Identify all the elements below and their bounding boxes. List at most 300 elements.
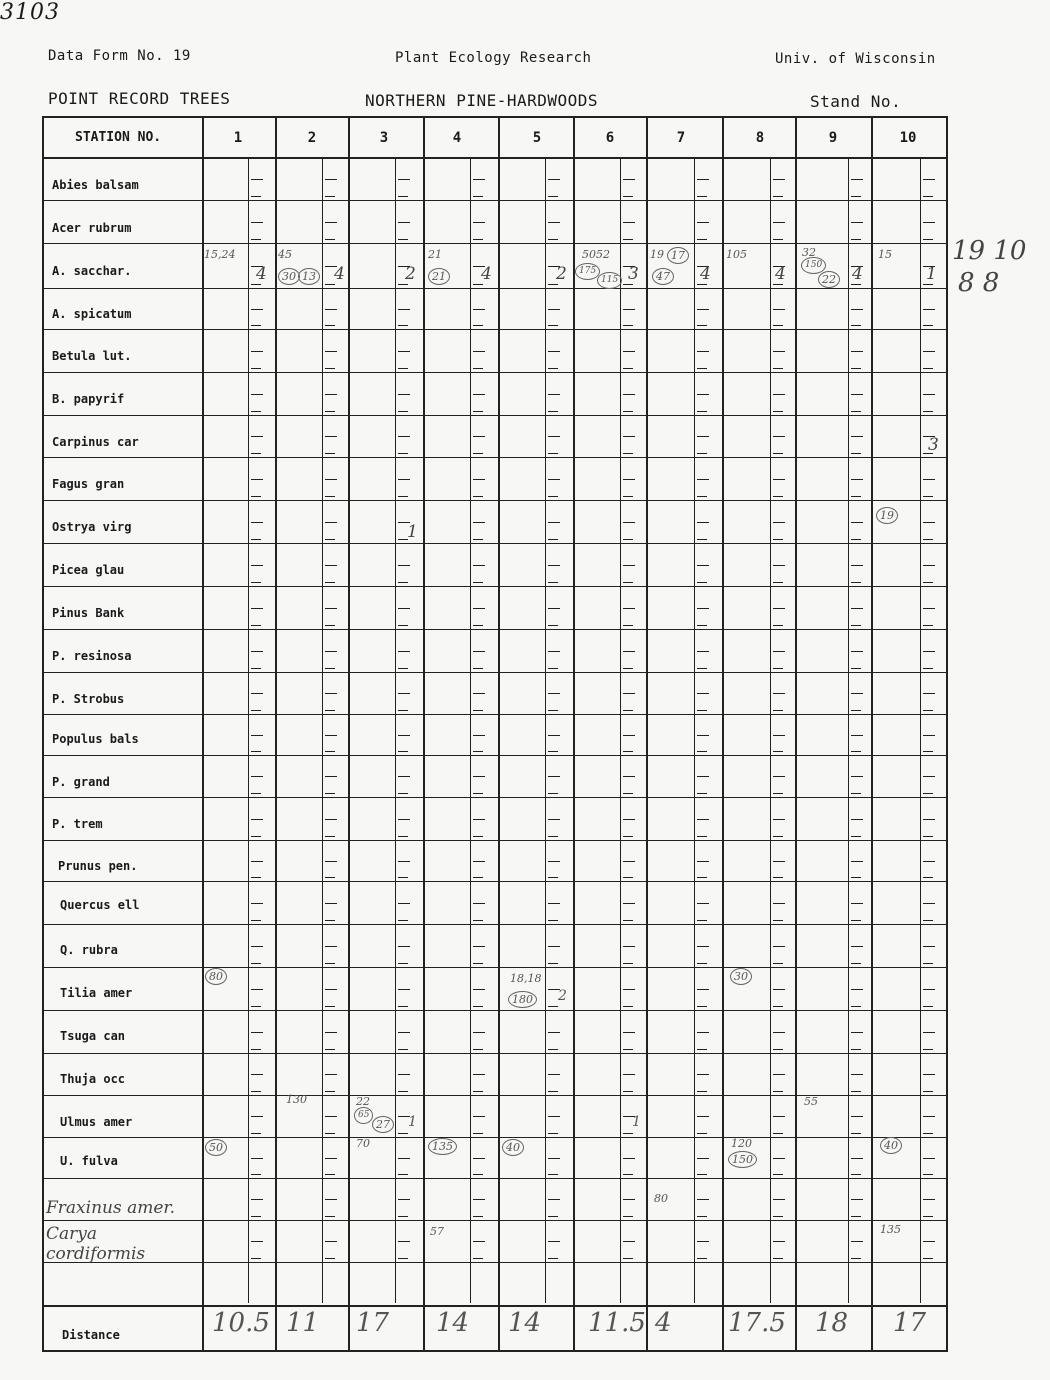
- cell-dash: [623, 1032, 635, 1033]
- cell-dash: [697, 368, 707, 369]
- cell-dash: [548, 1032, 560, 1033]
- cell-dash: [773, 920, 783, 921]
- cell-dash: [251, 1174, 261, 1175]
- cell-dash: [623, 394, 635, 395]
- cell-dash: [251, 1199, 263, 1200]
- tree-entry: 115: [597, 272, 622, 289]
- cell-dash: [473, 1116, 485, 1117]
- cell-dash: [773, 793, 783, 794]
- cell-dash: [251, 793, 261, 794]
- cell-dash: [325, 1049, 335, 1050]
- cell-dash: [548, 394, 560, 395]
- cell-dash: [548, 946, 560, 947]
- tree-entry: 175: [575, 263, 600, 280]
- cell-dash: [923, 222, 935, 223]
- cell-dash: [473, 522, 485, 523]
- cell-dash: [251, 411, 261, 412]
- cell-dash: [251, 368, 261, 369]
- cell-dash: [251, 522, 263, 523]
- cell-dash: [773, 751, 783, 752]
- cell-dash: [697, 1199, 709, 1200]
- station-10: 10: [899, 130, 917, 146]
- cell-dash: [773, 668, 783, 669]
- cell-dash: [398, 239, 408, 240]
- cell-dash: [851, 668, 861, 669]
- cell-dash: [548, 479, 560, 480]
- cell-dash: [923, 1074, 935, 1075]
- cell-dash: [473, 1074, 485, 1075]
- cell-dash: [251, 1133, 261, 1134]
- row-divider: [42, 543, 946, 544]
- cell-dash: [697, 1049, 707, 1050]
- cell-dash: [697, 1006, 707, 1007]
- cell-dash: [548, 453, 558, 454]
- cell-dash: [923, 963, 933, 964]
- cell-dash: [697, 351, 709, 352]
- station-9: 9: [828, 130, 838, 146]
- species-label: Abies balsam: [52, 178, 139, 192]
- table-border-top: [42, 116, 946, 118]
- cell-dash: [251, 284, 261, 285]
- species-label: Pinus Bank: [52, 606, 125, 620]
- cell-dash: [773, 1091, 783, 1092]
- cell-dash: [623, 1199, 635, 1200]
- distance-value: 18: [815, 1308, 849, 1338]
- cell-dash: [325, 819, 337, 820]
- cell-dash: [398, 1216, 408, 1217]
- cell-dash: [548, 179, 560, 180]
- table-border-bottom: [42, 1350, 946, 1352]
- row-divider: [42, 415, 946, 416]
- cell-dash: [773, 539, 783, 540]
- cell-dash: [325, 693, 337, 694]
- cell-dash: [923, 776, 935, 777]
- cell-dash: [923, 836, 933, 837]
- cell-dash: [697, 582, 707, 583]
- cell-dash: [851, 903, 863, 904]
- tree-entry: 1: [408, 1114, 417, 1130]
- cell-dash: [325, 1091, 335, 1092]
- cell-dash: [548, 325, 558, 326]
- cell-dash: [923, 735, 935, 736]
- tree-entry: 120: [731, 1137, 752, 1150]
- cell-dash: [923, 693, 935, 694]
- cell-dash: [251, 325, 261, 326]
- cell-dash: [851, 1032, 863, 1033]
- cell-dash: [398, 222, 410, 223]
- cell-dash: [548, 1241, 560, 1242]
- cell-dash: [923, 196, 933, 197]
- cell-dash: [548, 582, 558, 583]
- cell-dash: [398, 963, 408, 964]
- row-divider: [42, 1220, 946, 1221]
- cell-dash: [325, 920, 335, 921]
- cell-dash: [548, 651, 560, 652]
- cell-dash: [398, 608, 410, 609]
- cell-dash: [923, 179, 935, 180]
- species-label: B. papyrif: [52, 392, 125, 406]
- cell-dash: [398, 1158, 410, 1159]
- cell-dash: [773, 963, 783, 964]
- cell-dash: [325, 608, 337, 609]
- cell-dash: [623, 522, 635, 523]
- cell-dash: [697, 522, 709, 523]
- cell-dash: [697, 453, 707, 454]
- cell-dash: [325, 1133, 335, 1134]
- cell-dash: [851, 582, 861, 583]
- tree-entry: 180: [508, 991, 537, 1008]
- cell-dash: [548, 496, 558, 497]
- cell-dash: [697, 539, 707, 540]
- species-label: Prunus pen.: [58, 859, 138, 873]
- species-label: Quercus ell: [60, 898, 140, 912]
- cell-dash: [851, 819, 863, 820]
- cell-dash: [251, 496, 261, 497]
- cell-dash: [548, 1158, 560, 1159]
- cell-dash: [923, 309, 935, 310]
- cell-dash: [923, 496, 933, 497]
- cell-dash: [851, 963, 861, 964]
- cell-dash: [923, 1216, 933, 1217]
- distance-value: 17: [356, 1308, 390, 1338]
- cell-dash: [623, 1074, 635, 1075]
- row-divider: [42, 157, 946, 159]
- cell-dash: [623, 819, 635, 820]
- column-divider: [573, 116, 575, 1350]
- cell-dash: [773, 394, 785, 395]
- cell-dash: [251, 710, 261, 711]
- cell-dash: [923, 239, 933, 240]
- cell-dash: [473, 920, 483, 921]
- cell-dash: [325, 496, 335, 497]
- cell-dash: [398, 710, 408, 711]
- cell-dash: [251, 582, 261, 583]
- distance-value: 11.5: [588, 1308, 646, 1338]
- cell-dash: [398, 496, 408, 497]
- cell-dash: [548, 920, 558, 921]
- station-7: 7: [676, 130, 686, 146]
- distance-value: 4: [655, 1308, 672, 1338]
- cell-dash: [773, 710, 783, 711]
- row-divider: [42, 457, 946, 458]
- cell-dash: [697, 436, 709, 437]
- cell-dash: [773, 582, 783, 583]
- cell-dash: [548, 436, 560, 437]
- tree-entry: 50: [205, 1139, 227, 1156]
- cell-dash: [398, 836, 408, 837]
- cell-dash: [923, 411, 933, 412]
- cell-dash: [473, 325, 483, 326]
- cell-dash: [398, 1199, 410, 1200]
- cell-dash: [473, 651, 485, 652]
- cell-dash: [473, 625, 483, 626]
- species-label: Ulmus amer: [60, 1115, 133, 1129]
- cell-dash: [851, 946, 863, 947]
- species-label: Thuja occ: [60, 1072, 126, 1086]
- station-5: 5: [532, 130, 542, 146]
- cell-dash: [398, 582, 408, 583]
- distance-value: 10.5: [212, 1308, 270, 1338]
- cell-dash: [851, 1091, 861, 1092]
- column-divider: [722, 116, 724, 1350]
- tree-entry: 4: [256, 264, 267, 284]
- cell-dash: [473, 479, 485, 480]
- cell-dash: [325, 582, 335, 583]
- cell-dash: [851, 1116, 863, 1117]
- cell-dash: [923, 351, 935, 352]
- cell-dash: [773, 651, 785, 652]
- cell-dash: [548, 1174, 558, 1175]
- cell-dash: [251, 1049, 261, 1050]
- cell-dash: [623, 479, 635, 480]
- cell-dash: [548, 1074, 560, 1075]
- cell-dash: [851, 479, 863, 480]
- cell-dash: [548, 776, 560, 777]
- cell-dash: [923, 903, 935, 904]
- station-8: 8: [755, 130, 765, 146]
- cell-dash: [623, 222, 635, 223]
- cell-dash: [851, 651, 863, 652]
- cell-dash: [923, 1258, 933, 1259]
- cell-dash: [325, 776, 337, 777]
- cell-dash: [623, 539, 633, 540]
- cell-dash: [398, 693, 410, 694]
- cell-dash: [398, 1258, 408, 1259]
- column-divider: [871, 116, 873, 1350]
- cell-dash: [697, 903, 709, 904]
- cell-dash: [923, 522, 935, 523]
- row-divider: [42, 755, 946, 756]
- cell-dash: [325, 903, 337, 904]
- cell-dash: [548, 836, 558, 837]
- cell-dash: [697, 1258, 707, 1259]
- cell-dash: [623, 1158, 635, 1159]
- column-divider: [275, 116, 277, 1350]
- cell-dash: [923, 1049, 933, 1050]
- cell-dash: [473, 903, 485, 904]
- cell-dash: [923, 1158, 935, 1159]
- cell-dash: [251, 735, 263, 736]
- cell-dash: [923, 1032, 935, 1033]
- cell-dash: [623, 1174, 633, 1175]
- tree-entry: 55: [804, 1095, 818, 1108]
- cell-dash: [398, 793, 408, 794]
- cell-dash: [697, 411, 707, 412]
- cell-dash: [773, 453, 783, 454]
- tree-entry: 17: [667, 247, 689, 264]
- cell-dash: [923, 793, 933, 794]
- tree-entry: 70: [356, 1137, 370, 1150]
- cell-dash: [473, 1258, 483, 1259]
- cell-dash: [473, 222, 485, 223]
- cell-dash: [325, 325, 335, 326]
- cell-dash: [473, 582, 483, 583]
- species-label: Ostrya virg: [52, 520, 132, 534]
- cell-dash: [773, 1216, 783, 1217]
- column-divider: [646, 116, 648, 1350]
- cell-dash: [851, 608, 863, 609]
- column-divider: [348, 116, 350, 1350]
- cell-dash: [851, 196, 861, 197]
- cell-dash: [473, 946, 485, 947]
- cell-dash: [697, 325, 707, 326]
- cell-dash: [851, 351, 863, 352]
- margin-tally-top: 19 10: [952, 236, 1027, 266]
- cell-dash: [473, 196, 483, 197]
- tree-entry: 2: [405, 264, 416, 284]
- tree-entry: 4: [852, 264, 863, 284]
- cell-dash: [851, 1049, 861, 1050]
- cell-dash: [325, 751, 335, 752]
- cell-dash: [697, 394, 709, 395]
- cell-dash: [325, 239, 335, 240]
- cell-dash: [851, 394, 863, 395]
- cell-dash: [623, 920, 633, 921]
- cell-dash: [851, 1199, 863, 1200]
- cell-dash: [473, 284, 483, 285]
- species-label: Tilia amer: [60, 986, 133, 1000]
- cell-dash: [923, 394, 935, 395]
- cell-dash: [851, 496, 861, 497]
- cell-dash: [325, 1216, 335, 1217]
- cell-dash: [623, 1133, 633, 1134]
- cell-dash: [398, 411, 408, 412]
- column-divider: [423, 116, 425, 1350]
- cell-dash: [548, 1258, 558, 1259]
- station-1: 1: [233, 130, 243, 146]
- cell-dash: [398, 284, 408, 285]
- cell-dash: [773, 1006, 783, 1007]
- cell-dash: [623, 179, 635, 180]
- cell-dash: [325, 668, 335, 669]
- cell-dash: [697, 710, 707, 711]
- species-label: Acer rubrum: [52, 221, 132, 235]
- tree-entry: 1: [926, 264, 937, 284]
- cell-dash: [473, 394, 485, 395]
- cell-dash: [251, 693, 263, 694]
- tree-entry: 3: [628, 264, 639, 284]
- cell-dash: [773, 222, 785, 223]
- cell-dash: [251, 1006, 261, 1007]
- species-label: Carpinus car: [52, 435, 139, 449]
- cell-dash: [398, 1074, 410, 1075]
- cell-dash: [623, 1241, 635, 1242]
- tree-entry: 21: [428, 268, 450, 285]
- cell-dash: [548, 625, 558, 626]
- tree-entry: 18,18: [510, 972, 542, 985]
- tree-entry: 80: [654, 1192, 668, 1205]
- cell-dash: [697, 625, 707, 626]
- extra-species-label: Carya cordiformis: [46, 1224, 146, 1264]
- tree-entry: 21: [428, 248, 442, 261]
- cell-dash: [773, 877, 783, 878]
- cell-dash: [923, 819, 935, 820]
- cell-dash: [851, 1258, 861, 1259]
- cell-dash: [473, 776, 485, 777]
- cell-dash: [251, 877, 261, 878]
- cell-dash: [251, 351, 263, 352]
- cell-dash: [398, 351, 410, 352]
- cell-dash: [473, 1032, 485, 1033]
- cell-dash: [851, 453, 861, 454]
- cell-dash: [548, 222, 560, 223]
- margin-tally-bottom: 8 8: [958, 268, 1000, 298]
- cell-dash: [851, 522, 863, 523]
- distance-value: 14: [436, 1308, 470, 1338]
- tree-entry: 2: [558, 988, 567, 1004]
- cell-dash: [851, 368, 861, 369]
- cell-dash: [473, 496, 483, 497]
- cell-dash: [923, 1006, 933, 1007]
- cell-dash: [623, 309, 635, 310]
- cell-dash: [773, 836, 783, 837]
- station-4: 4: [452, 130, 462, 146]
- cell-dash: [697, 668, 707, 669]
- cell-dash: [697, 179, 709, 180]
- column-divider: [498, 116, 500, 1350]
- cell-dash: [923, 1116, 935, 1117]
- cell-dash: [623, 1006, 633, 1007]
- cell-dash: [251, 920, 261, 921]
- cell-dash: [398, 1006, 408, 1007]
- cell-dash: [548, 861, 560, 862]
- cell-dash: [398, 946, 410, 947]
- cell-dash: [773, 436, 785, 437]
- tree-entry: 80: [205, 968, 227, 985]
- tree-entry: 1: [632, 1114, 641, 1130]
- cell-dash: [923, 1199, 935, 1200]
- cell-dash: [623, 325, 633, 326]
- cell-dash: [773, 351, 785, 352]
- cell-dash: [325, 1032, 337, 1033]
- cell-dash: [398, 309, 410, 310]
- cell-dash: [697, 479, 709, 480]
- cell-dash: [548, 368, 558, 369]
- station-3: 3: [379, 130, 389, 146]
- cell-dash: [473, 963, 483, 964]
- stand-number: 3103: [0, 0, 60, 25]
- cell-dash: [325, 453, 335, 454]
- cell-dash: [923, 877, 933, 878]
- cell-dash: [851, 239, 861, 240]
- cell-dash: [923, 946, 935, 947]
- cell-dash: [697, 735, 709, 736]
- cell-dash: [773, 411, 783, 412]
- cell-dash: [773, 1049, 783, 1050]
- cell-dash: [251, 1158, 263, 1159]
- cell-dash: [251, 1074, 263, 1075]
- cell-dash: [923, 1241, 935, 1242]
- cell-dash: [623, 793, 633, 794]
- cell-dash: [473, 793, 483, 794]
- cell-dash: [773, 309, 785, 310]
- cell-dash: [623, 836, 633, 837]
- cell-dash: [398, 1032, 410, 1033]
- cell-dash: [548, 668, 558, 669]
- row-divider: [42, 586, 946, 587]
- cell-dash: [623, 861, 635, 862]
- station-6: 6: [605, 130, 615, 146]
- row-divider: [42, 714, 946, 715]
- cell-dash: [923, 1091, 933, 1092]
- cell-dash: [697, 946, 709, 947]
- cell-dash: [773, 608, 785, 609]
- cell-dash: [623, 903, 635, 904]
- cell-dash: [251, 1241, 263, 1242]
- cell-dash: [548, 196, 558, 197]
- cell-dash: [923, 920, 933, 921]
- tree-entry: 135: [880, 1223, 901, 1236]
